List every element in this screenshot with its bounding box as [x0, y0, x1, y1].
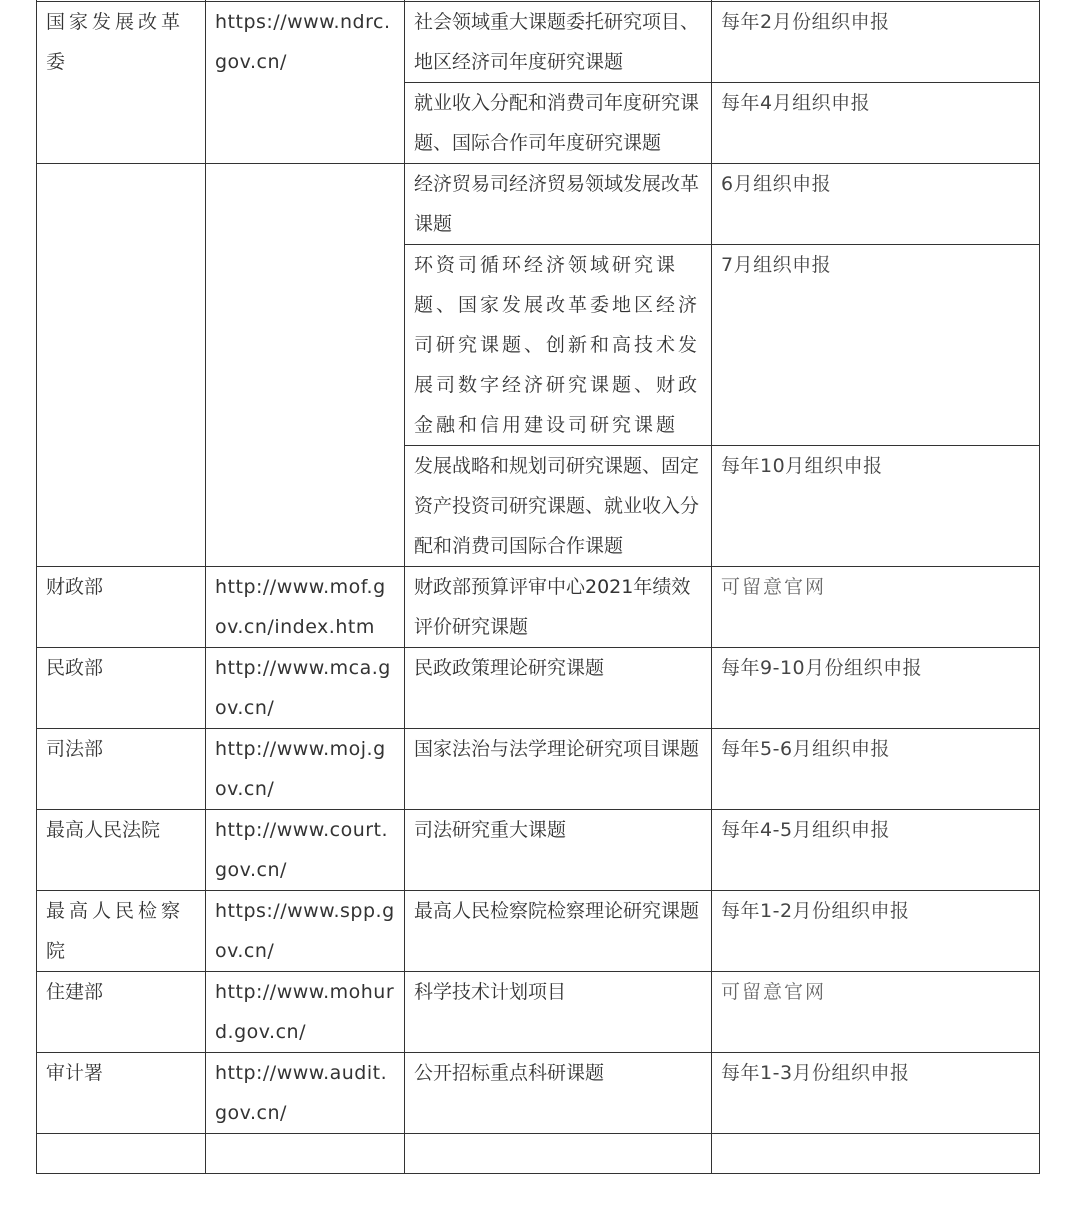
website-url[interactable]: https://www.spp.gov.cn/	[206, 891, 405, 972]
department-cell: 最高人民检察院	[37, 891, 206, 972]
schedule-cell: 每年1-3月份组织申报	[712, 1053, 1040, 1134]
schedule-cell: 每年1-2月份组织申报	[712, 891, 1040, 972]
topic-cell: 科学技术计划项目	[405, 972, 712, 1053]
department-cell: 司法部	[37, 729, 206, 810]
website-url[interactable]: http://www.audit.gov.cn/	[206, 1053, 405, 1134]
table-row-mof	[37, 567, 1040, 648]
topic-cell: 公开招标重点科研课题	[405, 1053, 712, 1134]
website-url[interactable]: http://www.moj.gov.cn/	[206, 729, 405, 810]
schedule-cell: 每年4-5月组织申报	[712, 810, 1040, 891]
topic-cell: 司法研究重大课题	[405, 810, 712, 891]
table-row-spp	[37, 891, 1040, 972]
table-row-court	[37, 810, 1040, 891]
schedule-cell: 6月组织申报	[712, 164, 1040, 245]
department-cell: 国家发展改革委	[37, 2, 206, 164]
website-url[interactable]: http://www.mohurd.gov.cn/	[206, 972, 405, 1053]
department-cell: 民政部	[37, 648, 206, 729]
schedule-cell: 每年10月组织申报	[712, 446, 1040, 567]
schedule-cell: 每年5-6月组织申报	[712, 729, 1040, 810]
topic-cell: 经济贸易司经济贸易领域发展改革课题	[405, 164, 712, 245]
schedule-cell: 每年4月组织申报	[712, 83, 1040, 164]
table-row-ndrc	[37, 2, 1040, 83]
schedule-cell: 可留意官网	[712, 567, 1040, 648]
topic-cell: 就业收入分配和消费司年度研究课题、国际合作司年度研究课题	[405, 83, 712, 164]
website-url[interactable]: http://www.court.gov.cn/	[206, 810, 405, 891]
schedule-cell: 7月组织申报	[712, 245, 1040, 446]
topic-cell: 财政部预算评审中心2021年绩效评价研究课题	[405, 567, 712, 648]
table-row-moj	[37, 729, 1040, 810]
table-row-mca	[37, 648, 1040, 729]
topic-cell: 民政政策理论研究课题	[405, 648, 712, 729]
schedule-cell: 可留意官网	[712, 972, 1040, 1053]
topic-cell: 最高人民检察院检察理论研究课题	[405, 891, 712, 972]
topic-cell: 环资司循环经济领域研究课题、国家发展改革委地区经济司研究课题、创新和高技术发展司数字经济研究课题、财政金融和信用建设司研究课题	[405, 245, 712, 446]
department-cell: 住建部	[37, 972, 206, 1053]
department-cell: 财政部	[37, 567, 206, 648]
table-row-audit	[37, 1053, 1040, 1134]
topic-cell: 发展战略和规划司研究课题、固定资产投资司研究课题、就业收入分配和消费司国际合作课题	[405, 446, 712, 567]
table-row-ndrc-sub	[37, 164, 1040, 245]
website-url[interactable]: http://www.mca.gov.cn/	[206, 648, 405, 729]
topic-cell: 社会领域重大课题委托研究项目、地区经济司年度研究课题	[405, 2, 712, 83]
department-cell: 最高人民法院	[37, 810, 206, 891]
department-cell: 审计署	[37, 1053, 206, 1134]
schedule-cell: 每年2月份组织申报	[712, 2, 1040, 83]
topic-cell: 国家法治与法学理论研究项目课题	[405, 729, 712, 810]
schedule-cell: 每年9-10月份组织申报	[712, 648, 1040, 729]
funding-table	[36, 0, 1040, 1174]
table-row-mohurd	[37, 972, 1040, 1053]
website-url[interactable]: https://www.ndrc.gov.cn/	[206, 2, 405, 164]
table-row-partial	[37, 1134, 1040, 1174]
website-url[interactable]: http://www.mof.gov.cn/index.htm	[206, 567, 405, 648]
